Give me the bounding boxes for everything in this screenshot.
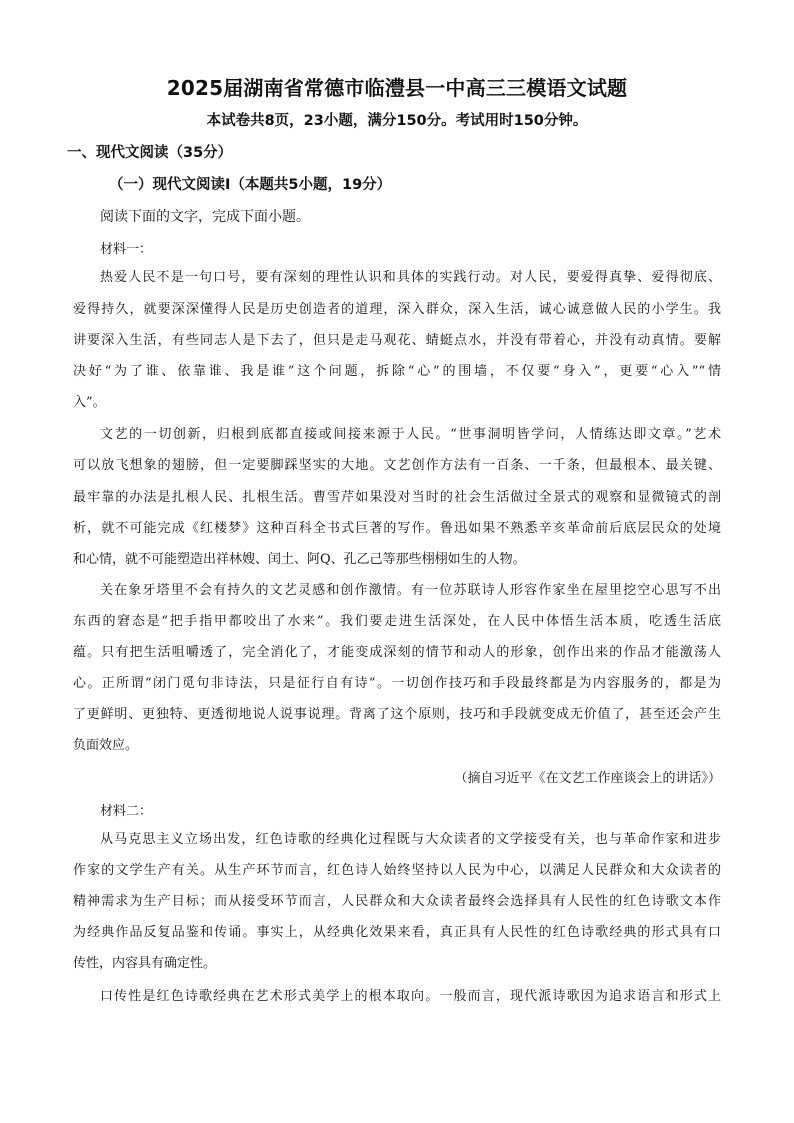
paragraph-line: 作家的文学生产有关。从生产环节而言，红色诗人始终坚持以人民为中心，以满足人民群众和大众读者的 [73, 863, 721, 878]
paragraph-line: 为经典作品反复品鉴和传诵。事实上，从经典化效果来看，真正具有人民性的红色诗歌经典的形式具有口 [73, 925, 721, 940]
section-heading: 一、现代文阅读（35分） [67, 145, 233, 161]
paragraph-line: 了更鲜明、更独特、更透彻地说人说事说理。背离了这个原则，技巧和手段就变成无价值了，甚至还会产生 [73, 707, 721, 722]
paragraph-line: 最牢靠的办法是扎根人民、扎根生活。曹雪芹如果没对当时的社会生活做过全景式的观察和显微镜式的剖 [73, 490, 721, 505]
paragraph-line: 决好“为了谁、依靠谁、我是谁”这个问题，拆除“心”的围墙，不仅要“身入”，更要“心入”“情 [73, 364, 721, 379]
paragraph-line: 可以放飞想象的翅膀，但一定要脚踩坚实的大地。文艺创作方法有一百条、一千条，但最根本、最关键、 [73, 458, 721, 473]
paragraph-line: 爱得持久，就要深深懂得人民是历史创造者的道理，深入群众，深入生活，诚心诚意做人民的小学生。我 [73, 302, 721, 317]
paragraph-line: 关在象牙塔里不会有持久的文艺灵感和创作激情。有一位苏联诗人形容作家坐在屋里挖空心思写不出 [100, 583, 721, 598]
source-citation: （摘自习近平《在文艺工作座谈会上的讲话》） [454, 771, 721, 786]
paragraph-line: 传性，内容具有确定性。 [73, 956, 217, 971]
paragraph-line: 东西的窘态是“把手指甲都咬出了水来”。我们要走进生活深处，在人民中体悟生活本质，吃透生活底 [73, 614, 721, 629]
paragraph-line: 从马克思主义立场出发，红色诗歌的经典化过程既与大众读者的文学接受有关，也与革命作家和进步 [100, 832, 721, 847]
paragraph-line: 心。正所谓“闭门觅句非诗法，只是征行自有诗”。一切创作技巧和手段最终都是为内容服务的，都是为 [73, 676, 721, 691]
material-one-label: 材料一： [100, 242, 153, 257]
paragraph-line: 析，就不可能完成《红楼梦》这种百科全书式巨著的写作。鲁迅如果不熟悉辛亥革命前后底层民众的处境 [73, 521, 721, 536]
paragraph-line: 精神需求为生产目标；而从接受环节而言，人民群众和大众读者最终会选择具有人民性的红色诗歌文本作 [73, 894, 721, 909]
paragraph-line: 和心情，就不可能塑造出祥林嫂、闰土、阿Q、孔乙己等那些栩栩如生的人物。 [73, 552, 526, 567]
paragraph-line: 负面效应。 [73, 738, 139, 753]
subsection-heading: （一）现代文阅读Ⅰ（本题共5小题，19分） [109, 177, 392, 193]
exam-info: 本试卷共8页，23小题，满分150分。考试用时150分钟。 [206, 113, 588, 129]
paragraph-line: 蕴。只有把生活咀嚼透了，完全消化了，才能变成深刻的情节和动人的形象，创作出来的作品才能激荡人 [73, 645, 721, 660]
paragraph-line: 口传性是红色诗歌经典在艺术形式美学上的根本取向。一般而言，现代派诗歌因为追求语言和形式上 [100, 989, 721, 1004]
material-two-label: 材料二： [100, 804, 153, 819]
reading-instruction: 阅读下面的文字，完成下面小题。 [100, 209, 310, 225]
paragraph-line: 入”。 [73, 395, 106, 410]
paragraph-line: 文艺的一切创新，归根到底都直接或间接来源于人民。“世事洞明皆学问，人情练达即文章。”艺术 [100, 427, 721, 442]
page-title: 2025届湖南省常德市临澧县一中高三三模语文试题 [166, 76, 628, 100]
paragraph-line: 热爱人民不是一句口号，要有深刻的理性认识和具体的实践行动。对人民，要爱得真挚、爱得彻底、 [100, 270, 721, 285]
paragraph-line: 讲要深入生活，有些同志人是下去了，但只是走马观花、蜻蜓点水，并没有带着心，并没有动真情。要解 [73, 333, 721, 348]
